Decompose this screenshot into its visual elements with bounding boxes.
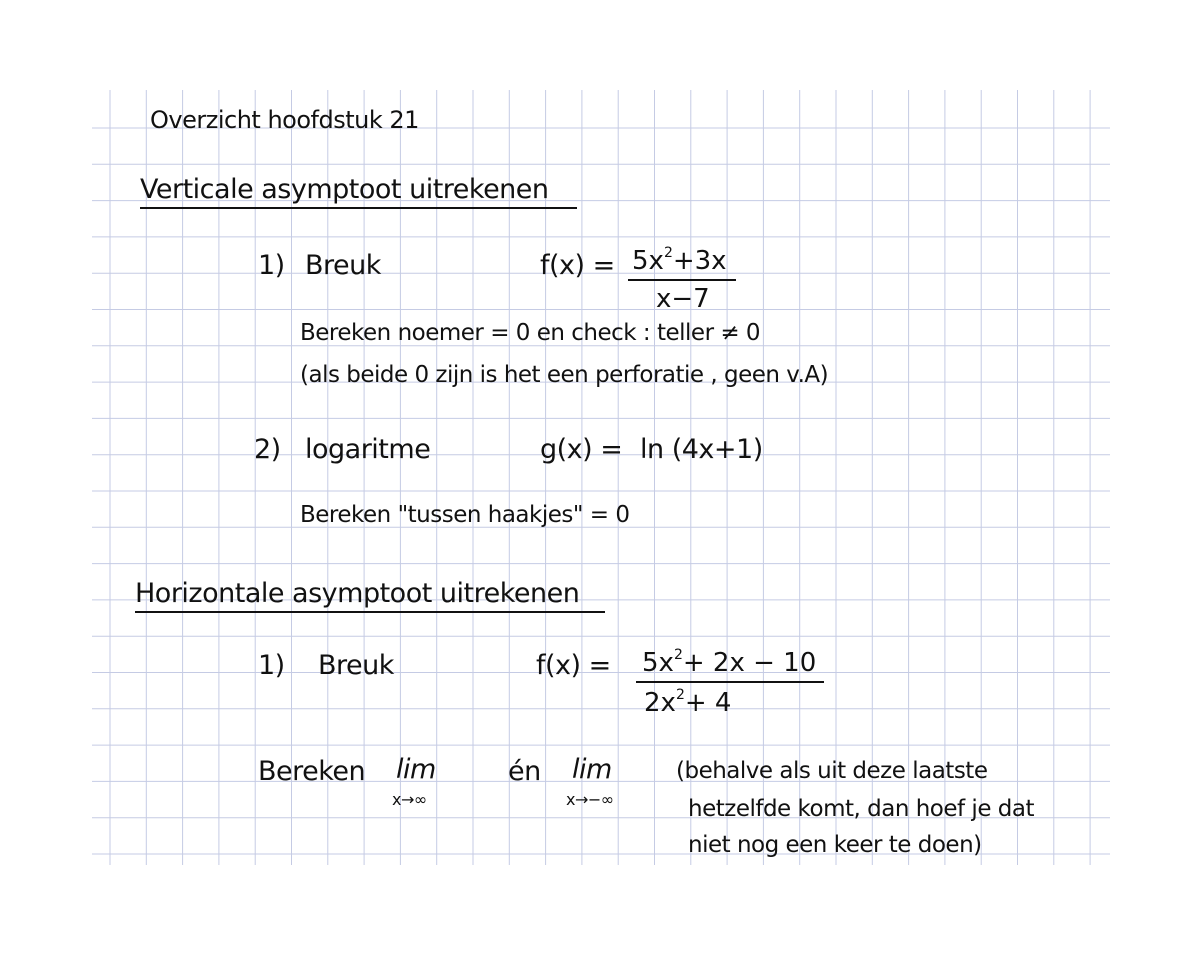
limit-2-subscript: x→−∞ bbox=[566, 790, 614, 809]
horizontal-note-line-2: hetzelfde komt, dan hoef je dat bbox=[688, 796, 1034, 822]
fraction-denominator: x−7 bbox=[656, 284, 710, 314]
vertical-item-2-expression: ln (4x+1) bbox=[640, 434, 763, 465]
horizontal-item-1-label: Breuk bbox=[318, 650, 394, 681]
horizontal-note-line-3: niet nog een keer te doen) bbox=[688, 832, 982, 858]
vertical-note-1-line-1: Bereken noemer = 0 en check : teller ≠ 0 bbox=[300, 320, 761, 346]
fraction-bar bbox=[636, 681, 824, 683]
horizontal-item-1-number: 1) bbox=[258, 650, 285, 681]
vertical-note-1-line-2: (als beide 0 zijn is het een perforatie , geen v.A) bbox=[300, 362, 829, 388]
limit-1-subscript: x→∞ bbox=[392, 790, 427, 809]
fraction-bar bbox=[628, 279, 736, 281]
page-title: Overzicht hoofdstuk 21 bbox=[150, 106, 419, 134]
vertical-item-2-label: logaritme bbox=[305, 434, 431, 465]
vertical-item-2-function: g(x) = bbox=[540, 434, 623, 465]
compute-label: Bereken bbox=[258, 756, 366, 787]
vertical-item-2-number: 2) bbox=[254, 434, 281, 465]
fraction-numerator: $5x^2+ 2x - 10$ bbox=[642, 647, 817, 678]
vertical-item-1-number: 1) bbox=[258, 250, 285, 281]
limit-2: lim bbox=[572, 754, 612, 785]
vertical-item-1-label: Breuk bbox=[305, 250, 381, 281]
fraction-numerator: $5x^2+3x$ bbox=[632, 245, 727, 276]
and-word: én bbox=[508, 756, 541, 787]
horizontal-asymptote-heading: Horizontale asymptoot uitrekenen bbox=[135, 580, 605, 613]
vertical-item-1-function: f(x) = bbox=[540, 250, 615, 281]
vertical-note-2: Bereken "tussen haakjes" = 0 bbox=[300, 502, 630, 528]
limit-1: lim bbox=[396, 754, 436, 785]
horizontal-item-1-function: f(x) = bbox=[536, 650, 611, 681]
fraction-denominator: $2x^2+ 4$ bbox=[644, 687, 732, 718]
vertical-asymptote-heading: Verticale asymptoot uitrekenen bbox=[140, 176, 577, 209]
horizontal-note-line-1: (behalve als uit deze laatste bbox=[676, 758, 988, 784]
